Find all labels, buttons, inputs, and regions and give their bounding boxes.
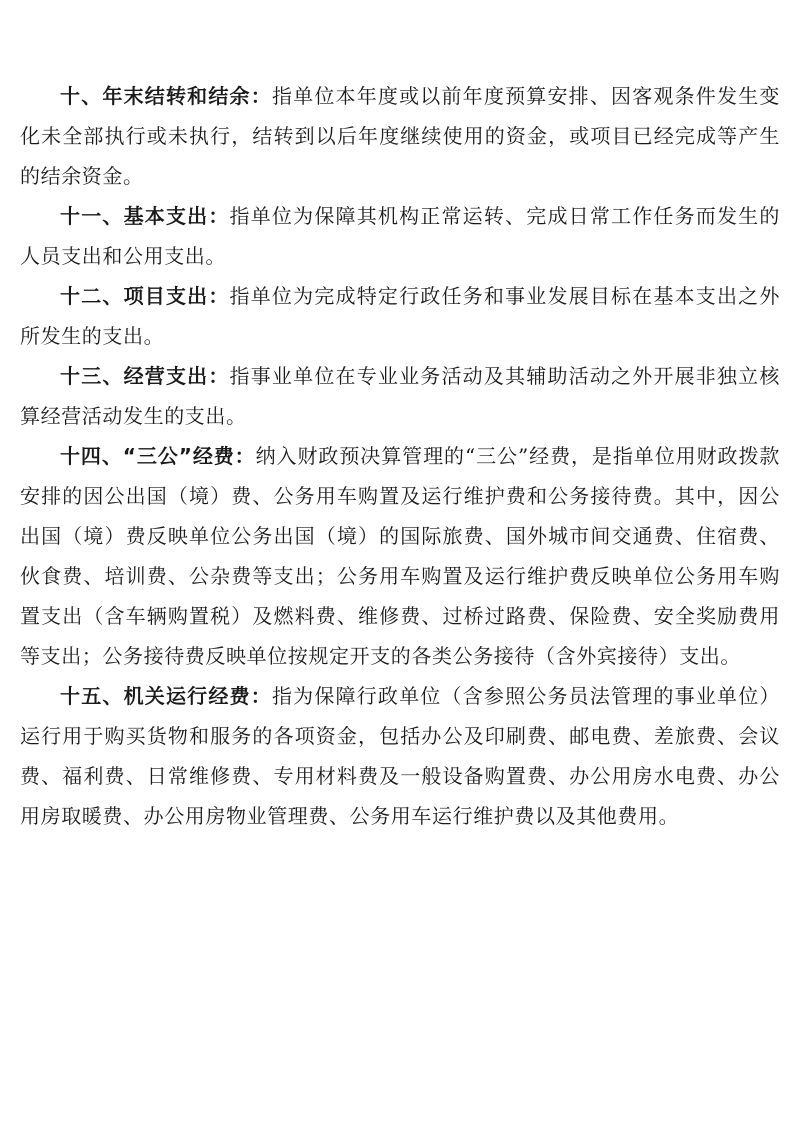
term-definition: 指为保障行政单位（含参照公务员法管理的事业单位）运行用于购买货物和服务的各项资金，包括办公及印刷费、邮电费、差旅费、会议费、福利费、日常维修费、专用材料费及一般设备购置费、办公用房水电费、办公用房取暖费、办公用房物业管理费、公务用车运行维护费以及其他费用。 [20, 684, 780, 828]
paragraph-year-end-carryover [20, 76, 780, 196]
paragraph-operating-expenditure [20, 356, 780, 436]
term-definition: 指单位为保障其机构正常运转、完成日常工作任务而发生的人员支出和公用支出。 [20, 204, 780, 268]
term-heading: 十五、机关运行经费： [60, 684, 272, 708]
term-definition: 指单位为完成特定行政任务和事业发展目标在基本支出之外所发生的支出。 [20, 284, 780, 348]
term-definition: 纳入财政预决算管理的“三公”经费，是指单位用财政拨款安排的因公出国（境）费、公务用车购置及运行维护费和公务接待费。其中，因公出国（境）费反映单位公务出国（境）的国际旅费、国外城市间交通费、住宿费、伙食费、培训费、公杂费等支出；公务用车购置及运行维护费反映单位公务用车购置支出（含车辆购置税）及燃料费、维修费、过桥过路费、保险费、安全奖励费用等支出；公务接待费反映单位按规定开支的各类公务接待（含外宾接待）支出。 [20, 444, 780, 668]
paragraph-basic-expenditure [20, 196, 780, 276]
paragraph-project-expenditure [20, 276, 780, 356]
paragraph-agency-operating-funds [20, 676, 780, 836]
term-definition: 指单位本年度或以前年度预算安排、因客观条件发生变化未全部执行或未执行，结转到以后年度继续使用的资金，或项目已经完成等产生的结余资金。 [20, 84, 780, 188]
term-heading: 十一、基本支出： [60, 204, 230, 228]
term-heading: 十三、经营支出： [60, 364, 230, 388]
term-heading: 十二、项目支出： [60, 284, 230, 308]
document-page [20, 76, 780, 836]
term-heading: 十四、“三公”经费： [60, 444, 256, 468]
term-heading: 十、年末结转和结余： [60, 84, 272, 108]
term-definition: 指事业单位在专业业务活动及其辅助活动之外开展非独立核算经营活动发生的支出。 [20, 364, 780, 428]
paragraph-three-public-funds [20, 436, 780, 676]
